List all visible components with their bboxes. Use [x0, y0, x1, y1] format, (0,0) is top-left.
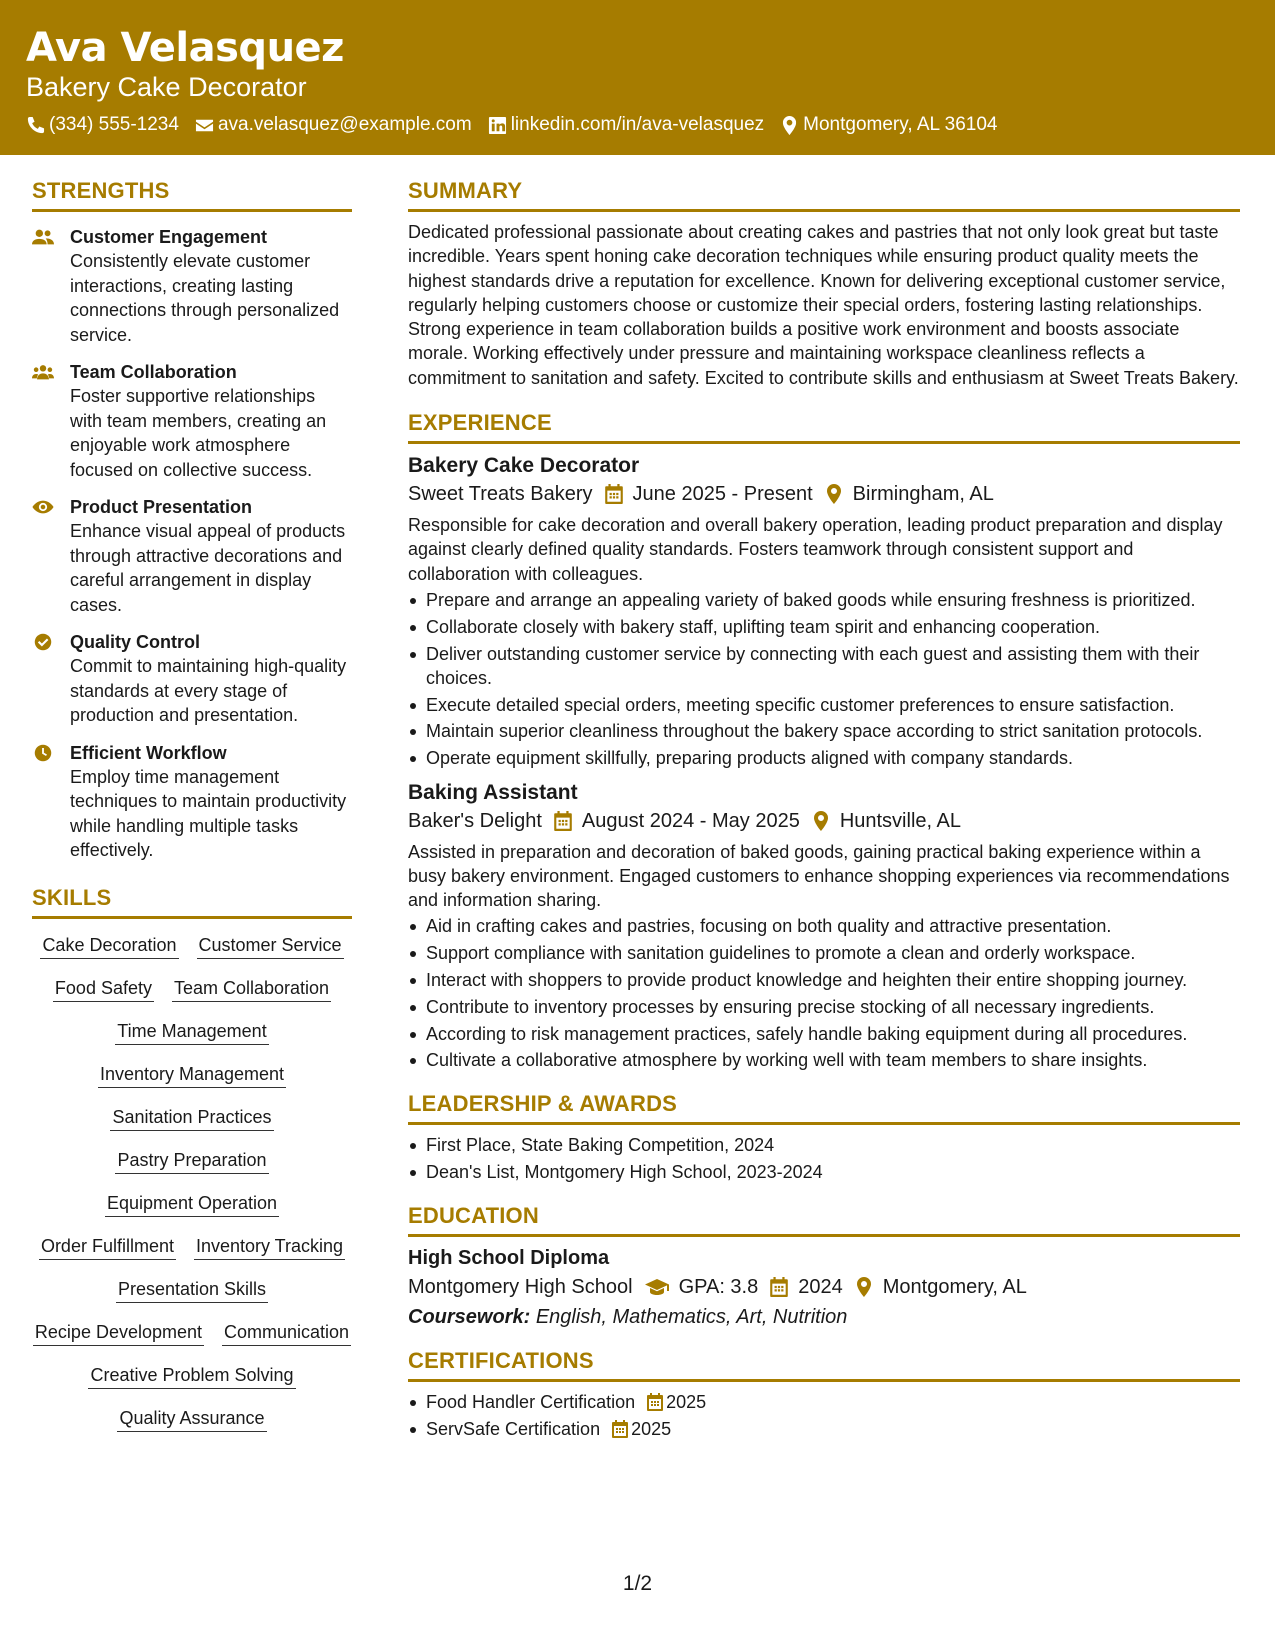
skill-tag: Quality Assurance [117, 1406, 266, 1432]
skill-tag: Customer Service [197, 933, 344, 959]
contact-linkedin[interactable] [488, 114, 764, 136]
cert-year: 2025 [631, 1418, 672, 1439]
strength-desc: Employ time management techniques to maintain productivity while handling multiple tasks effectively. [70, 766, 347, 860]
coursework [408, 1302, 1240, 1332]
cert-year: 2025 [666, 1391, 707, 1412]
clock-icon [32, 744, 54, 762]
strength-title: Team Collaboration [70, 362, 237, 382]
strength-item [32, 225, 352, 347]
skills-title: SKILLS [32, 885, 352, 919]
map-pin-icon [855, 1277, 873, 1297]
skill-tag: Communication [222, 1320, 351, 1346]
leadership-title: LEADERSHIP & AWARDS [408, 1091, 1240, 1125]
job-meta [408, 806, 1240, 836]
skill-tag: Pastry Preparation [115, 1148, 268, 1174]
page-number: 1/2 [622, 1572, 653, 1595]
phone-icon [26, 116, 45, 135]
contact-email[interactable] [195, 114, 472, 136]
group-icon [32, 363, 54, 381]
strengths-title: STRENGTHS [32, 178, 352, 212]
cert-name: ServSafe Certification [426, 1418, 601, 1439]
map-pin-icon [780, 116, 799, 135]
envelope-icon [195, 116, 214, 135]
users-icon [32, 228, 54, 246]
job-dates: June 2025 - Present [632, 483, 813, 506]
list-item [408, 1417, 1240, 1441]
strength-desc: Foster supportive relationships with team members, creating an enjoyable work atmosphere focused on collective success. [70, 386, 327, 480]
job-location: Huntsville, AL [839, 809, 961, 832]
list-item: Maintain superior cleanliness throughout the bakery space according to strict sanitation protocols. [408, 719, 1240, 743]
candidate-name: Ava Velasquez [26, 25, 344, 71]
eye-icon [32, 498, 54, 516]
location-text: Montgomery, AL 36104 [803, 114, 998, 135]
list-item: Aid in crafting cakes and pastries, focusing on both quality and attractive presentation. [408, 914, 1240, 938]
list-item: Execute detailed special orders, meeting specific customer preferences to ensure satisfaction. [408, 693, 1240, 717]
job-title: Bakery Cake Decorator [408, 454, 640, 478]
job-title: Baking Assistant [408, 780, 578, 804]
skill-tag: Presentation Skills [116, 1277, 268, 1303]
leadership-list [408, 1133, 1240, 1184]
strength-title: Product Presentation [70, 497, 253, 517]
skill-tag: Inventory Tracking [194, 1234, 345, 1260]
list-item: Support compliance with sanitation guidelines to promote a clean and orderly workspace. [408, 941, 1240, 965]
calendar-icon [647, 1393, 663, 1411]
list-item: Contribute to inventory processes by ensuring precise stocking of all necessary ingredients. [408, 995, 1240, 1019]
job-bullets [408, 914, 1240, 1072]
job-entry [408, 779, 1240, 1073]
strength-desc: Commit to maintaining high-quality standards at every stage of production and presentation. [70, 656, 347, 725]
certifications-title: CERTIFICATIONS [408, 1348, 1240, 1382]
skill-tag: Sanitation Practices [110, 1105, 273, 1131]
degree-title: High School Diploma [408, 1246, 610, 1269]
list-item: Prepare and arrange an appealing variety of baked goods while ensuring freshness is prioritized. [408, 588, 1240, 612]
map-pin-icon [825, 484, 843, 504]
graduation-cap-icon [645, 1277, 669, 1297]
list-item: First Place, State Baking Competition, 2024 [408, 1133, 1240, 1157]
list-item: Collaborate closely with bakery staff, uplifting team spirit and enhancing cooperation. [408, 615, 1240, 639]
map-pin-icon [812, 811, 830, 831]
skill-tag: Food Safety [53, 976, 154, 1002]
contact-phone[interactable] [26, 114, 179, 136]
calendar-icon [612, 1420, 628, 1438]
skill-tag: Order Fulfillment [39, 1234, 176, 1260]
skill-tag: Cake Decoration [40, 933, 178, 959]
strength-title: Quality Control [70, 632, 200, 652]
summary-title: SUMMARY [408, 178, 1240, 212]
certifications-list [408, 1390, 1240, 1441]
coursework-label: Coursework: [408, 1305, 531, 1328]
education-title: EDUCATION [408, 1203, 1240, 1237]
skill-tag: Inventory Management [98, 1062, 286, 1088]
strength-title: Efficient Workflow [70, 742, 227, 763]
calendar-icon [605, 484, 623, 504]
list-item: Interact with shoppers to provide product knowledge and heighten their entire shopping journey. [408, 968, 1240, 992]
list-item: Operate equipment skillfully, preparing products aligned with company standards. [408, 746, 1240, 770]
phone-text: (334) 555-1234 [49, 114, 179, 135]
job-company: Baker's Delight [408, 809, 542, 832]
strength-desc: Enhance visual appeal of products through attractive decorations and careful arrangement in display cases. [70, 521, 346, 615]
linkedin-icon [488, 116, 507, 135]
job-meta [408, 479, 1240, 509]
job-dates: August 2024 - May 2025 [581, 809, 800, 832]
list-item: According to risk management practices, safely handle baking equipment during all procedures. [408, 1022, 1240, 1046]
candidate-role: Bakery Cake Decorator [26, 72, 307, 102]
linkedin-text: linkedin.com/in/ava-velasquez [510, 114, 765, 135]
summary-text: Dedicated professional passionate about creating cakes and pastries that not only look great but taste incredible. Years spent honing cake decoration techniques while ensuring product quality meets the highest standards drive a reputation for excellence. Known for delivering exceptional customer service, regularly helping customers choose or customize their special orders, fostering lasting relationships. Strong experience in team collaboration builds a positive work environment and boosts associate morale. Working effectively under pressure and maintaining workspace cleanliness reflects a commitment to sanitation and safety. Excited to contribute skills and enthusiasm at Sweet Treats Bakery. [408, 222, 1239, 388]
contact-location [780, 114, 997, 136]
school-name: Montgomery High School [408, 1275, 633, 1298]
contact-bar [26, 114, 1249, 136]
strength-item [32, 360, 352, 482]
strength-title: Customer Engagement [70, 227, 268, 247]
skill-tag: Equipment Operation [105, 1191, 279, 1217]
right-column [408, 178, 1240, 1443]
strength-desc: Consistently elevate customer interactions, creating lasting connections through personalized service. [70, 251, 340, 345]
list-item: Deliver outstanding customer service by connecting with each guest and assisting them with their choices. [408, 642, 1240, 691]
skill-tag: Time Management [115, 1019, 268, 1045]
calendar-icon [770, 1277, 788, 1297]
strength-item [32, 630, 352, 728]
skills-list [32, 933, 352, 1432]
skill-tag: Recipe Development [33, 1320, 204, 1346]
list-item: Dean's List, Montgomery High School, 2023-2024 [408, 1160, 1240, 1184]
education-location: Montgomery, AL [882, 1275, 1027, 1298]
experience-title: EXPERIENCE [408, 410, 1240, 444]
job-bullets [408, 588, 1240, 771]
resume-header [0, 0, 1275, 155]
list-item: Cultivate a collaborative atmosphere by working well with team members to share insights. [408, 1048, 1240, 1072]
job-description: Responsible for cake decoration and overall bakery operation, leading product preparation and display against clearly defined quality standards. Fosters teamwork through consistent support and collaboration with colleagues. [408, 515, 1223, 584]
gpa: GPA: 3.8 [678, 1275, 759, 1298]
job-company: Sweet Treats Bakery [408, 483, 593, 506]
cert-name: Food Handler Certification [426, 1391, 636, 1412]
coursework-list: English, Mathematics, Art, Nutrition [535, 1305, 848, 1328]
job-description: Assisted in preparation and decoration of baked goods, gaining practical baking experience within a busy bakery environment. Engaged customers to enhance shopping experiences via recommendations and information sharing. [408, 841, 1230, 911]
strength-item [32, 495, 352, 617]
skill-tag: Team Collaboration [172, 976, 331, 1002]
job-entry [408, 452, 1240, 770]
check-circle-icon [32, 633, 54, 651]
list-item [408, 1390, 1240, 1414]
strength-item [32, 741, 352, 863]
job-location: Birmingham, AL [852, 483, 994, 506]
education-meta [408, 1272, 1240, 1302]
skill-tag: Creative Problem Solving [88, 1363, 295, 1389]
education-year: 2024 [798, 1275, 843, 1298]
email-text: ava.velasquez@example.com [217, 114, 472, 135]
left-column [32, 178, 352, 1432]
calendar-icon [554, 811, 572, 831]
